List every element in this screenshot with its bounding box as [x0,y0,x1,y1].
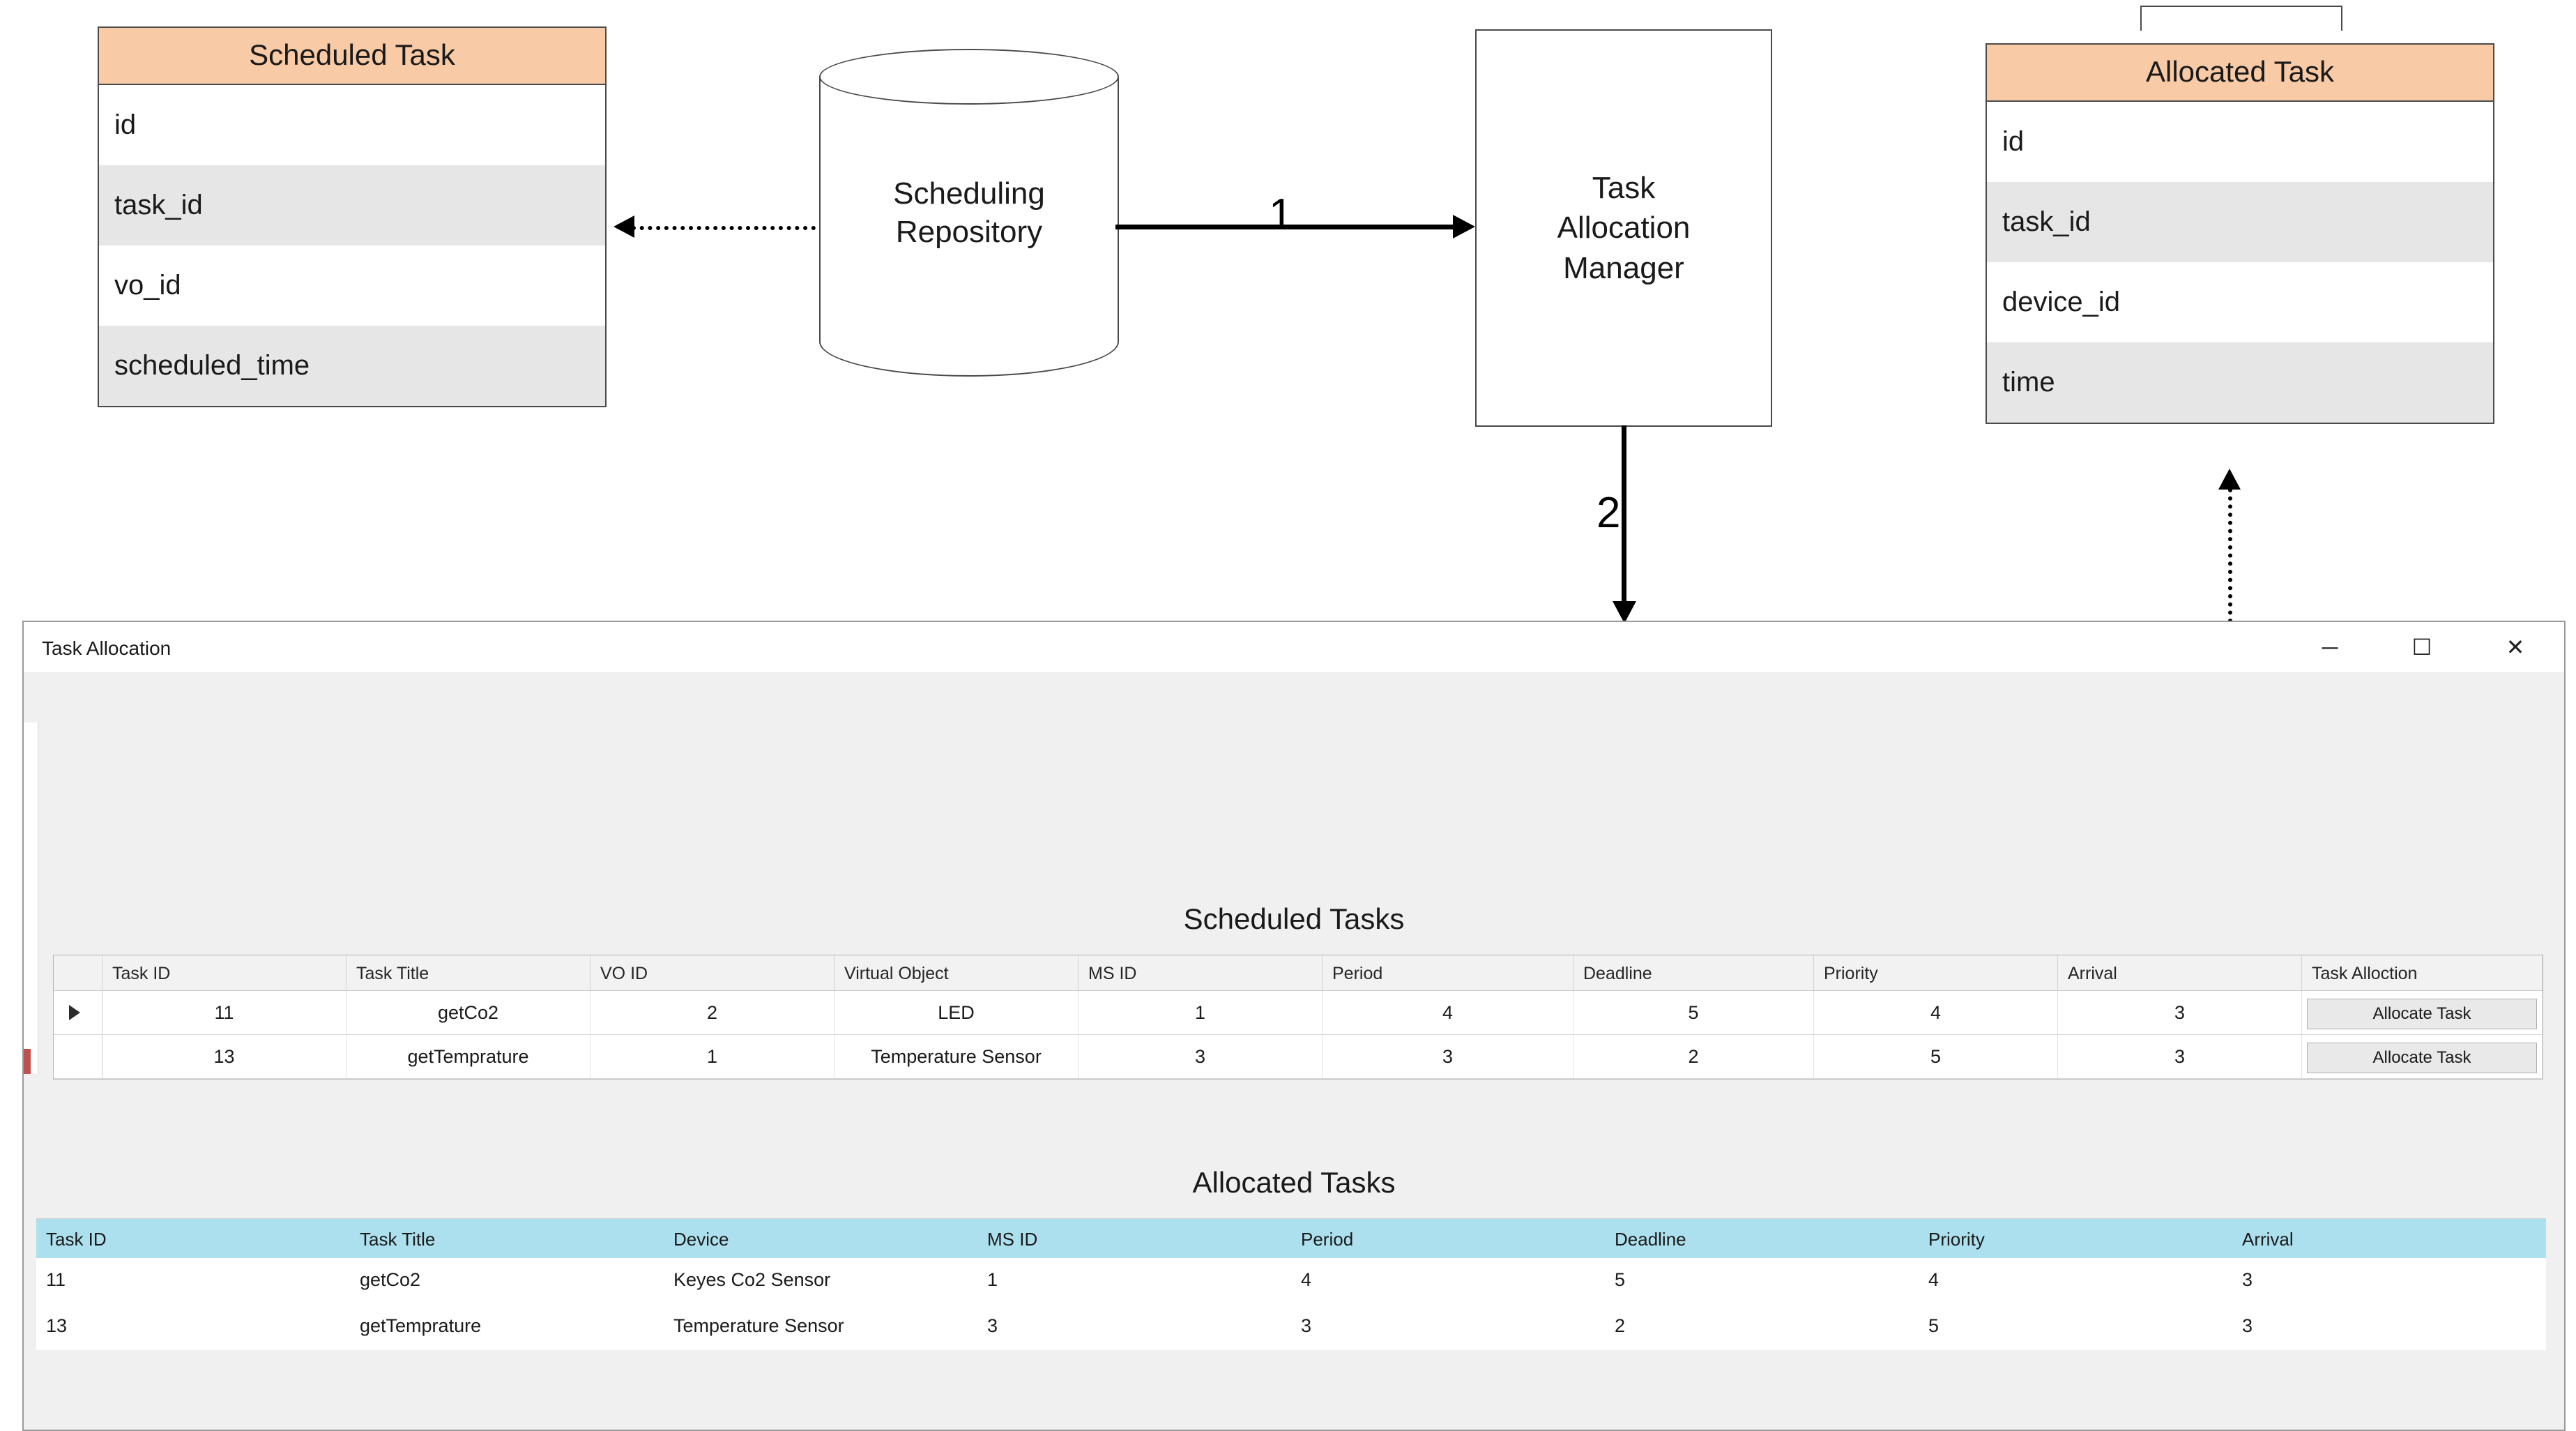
allocated-task-field-time: time [1987,342,2493,423]
cell-period[interactable]: 4 [1301,1269,1312,1290]
manager-label-line1: Task [1592,171,1656,206]
scheduled-tasks-heading: Scheduled Tasks [1183,902,1405,935]
scheduled-task-field-task-id: task_id [99,165,605,245]
allocated-task-entity [1986,43,2494,424]
flow-label-1: 1 [1269,190,1293,238]
cell-task-title[interactable]: getCo2 [360,1269,421,1290]
cell-arrival[interactable]: 3 [2058,1035,2302,1078]
connector-repository-to-scheduled-task [613,225,816,230]
row-selector-cell[interactable] [54,1035,102,1078]
task-allocation-manager-box [1475,29,1772,427]
close-icon[interactable]: ✕ [2482,622,2549,672]
column-header-selector[interactable] [54,955,102,990]
scheduled-tasks-grid[interactable] [53,955,2543,1080]
cell-task-id[interactable]: 11 [102,991,346,1034]
scheduled-task-field-id: id [114,109,137,140]
allocated-task-field-id: id [2002,126,2025,157]
scheduled-task-entity-title: Scheduled Task [99,28,605,85]
column-header-period[interactable]: Period [1323,955,1573,990]
solid-line [1622,425,1626,605]
table-row[interactable] [36,1304,2546,1350]
cell-arrival[interactable]: 3 [2242,1269,2253,1290]
scheduling-repository-label [819,174,1119,251]
column-header-deadline[interactable]: Deadline [1573,955,1814,990]
cell-device[interactable]: Keyes Co2 Sensor [673,1269,831,1290]
column-header-task-id[interactable]: Task ID [46,1229,107,1250]
cell-deadline[interactable]: 2 [1615,1315,1626,1336]
cell-priority[interactable]: 5 [1814,1035,2058,1078]
column-header-period[interactable]: Period [1301,1229,1354,1250]
manager-label-line2: Allocation [1557,211,1691,245]
cell-ms-id[interactable]: 1 [1079,991,1323,1034]
window-title: Task Allocation [42,637,172,659]
scheduled-task-field-vo-id: vo_id [114,270,181,301]
cell-device[interactable]: Temperature Sensor [673,1315,844,1336]
arrowhead-left-icon [613,215,634,238]
column-header-priority[interactable]: Priority [1928,1229,1985,1250]
repository-label-line1: Scheduling [893,176,1045,211]
cell-priority[interactable]: 5 [1928,1315,1939,1336]
cell-priority[interactable]: 4 [1928,1269,1939,1290]
cell-vo-id[interactable]: 1 [590,1035,834,1078]
allocated-tasks-heading: Allocated Tasks [1192,1166,1396,1199]
cell-task-id[interactable]: 11 [46,1269,66,1290]
cell-virtual-object[interactable]: LED [834,991,1079,1034]
flow-label-2: 2 [1596,489,1621,537]
scheduled-task-entity [98,26,607,407]
cell-period[interactable]: 4 [1323,991,1573,1034]
cell-period[interactable]: 3 [1323,1035,1573,1078]
connector-manager-to-window [1622,425,1629,628]
cell-task-id[interactable]: 13 [102,1035,346,1078]
allocated-task-entity-title: Allocated Task [1987,45,2493,102]
column-header-ms-id[interactable]: MS ID [987,1229,1038,1250]
cell-task-title[interactable]: getTemprature [360,1315,482,1336]
scheduling-repository-cylinder [819,49,1119,397]
cell-ms-id[interactable]: 3 [987,1315,998,1336]
allocated-task-field-task-id: task_id [1987,182,2493,262]
cylinder-top-ellipse [819,49,1119,105]
allocate-task-button[interactable]: Allocate Task [2307,999,2537,1029]
column-header-arrival[interactable]: Arrival [2058,955,2302,990]
cell-priority[interactable]: 4 [1814,991,2058,1034]
task-allocation-window [22,621,2566,1431]
cell-task-id[interactable]: 13 [46,1315,68,1336]
column-header-ms-id[interactable]: MS ID [1079,955,1323,990]
column-header-task-title[interactable]: Task Title [346,955,590,990]
arrowhead-up-icon [2218,469,2241,490]
cell-deadline[interactable]: 5 [1615,1269,1626,1290]
cell-vo-id[interactable]: 2 [590,991,834,1034]
column-header-virtual-object[interactable]: Virtual Object [834,955,1079,990]
minimize-icon[interactable]: ─ [2296,622,2363,672]
window-title-bar [24,622,2564,673]
table-row[interactable] [54,1035,2543,1079]
column-header-arrival[interactable]: Arrival [2242,1229,2294,1250]
column-header-task-id[interactable]: Task ID [102,955,346,990]
scheduled-task-field-scheduled-time: scheduled_time [99,326,605,406]
allocated-task-entity-stub [2140,6,2342,31]
table-row[interactable] [54,991,2543,1035]
left-edge-marker [24,1049,31,1074]
cell-arrival[interactable]: 3 [2058,991,2302,1034]
cell-task-allocation [2302,991,2543,1034]
arrowhead-right-icon [1453,215,1475,238]
column-header-deadline[interactable]: Deadline [1615,1229,1686,1250]
task-allocation-manager-label [1557,168,1691,288]
table-row[interactable] [36,1258,2546,1304]
column-header-device[interactable]: Device [673,1229,729,1250]
allocated-tasks-grid[interactable] [36,1218,2546,1350]
column-header-task-title[interactable]: Task Title [360,1229,436,1250]
maximize-icon[interactable]: ☐ [2388,622,2455,672]
cell-task-allocation [2302,1035,2543,1078]
allocated-tasks-grid-header [36,1219,2546,1258]
cell-deadline[interactable]: 5 [1573,991,1814,1034]
cell-arrival[interactable]: 3 [2242,1315,2253,1336]
column-header-vo-id[interactable]: VO ID [590,955,834,990]
repository-label-line2: Repository [895,215,1043,249]
cell-virtual-object[interactable]: Temperature Sensor [834,1035,1079,1078]
row-selector-cell[interactable] [54,991,102,1034]
connector-window-to-allocated-task [2228,469,2235,633]
allocated-task-field-device-id: device_id [2002,287,2121,317]
column-header-task-allocation[interactable]: Task Alloction [2302,955,2543,990]
cell-task-title[interactable]: getCo2 [346,991,590,1034]
window-client-area [24,672,2564,1430]
connector-repository-to-manager [1115,225,1478,230]
dotted-line [632,226,816,230]
row-caret-icon [69,1005,80,1020]
cell-task-title[interactable]: getTemprature [346,1035,590,1078]
dotted-line [2228,488,2232,631]
cell-ms-id[interactable]: 1 [987,1269,998,1290]
manager-label-line3: Manager [1563,250,1684,285]
column-header-priority[interactable]: Priority [1814,955,2058,990]
cell-period[interactable]: 3 [1301,1315,1312,1336]
cell-deadline[interactable]: 2 [1573,1035,1814,1078]
allocate-task-button[interactable]: Allocate Task [2307,1043,2537,1073]
cell-ms-id[interactable]: 3 [1079,1035,1323,1078]
scheduled-tasks-grid-header [54,955,2543,991]
